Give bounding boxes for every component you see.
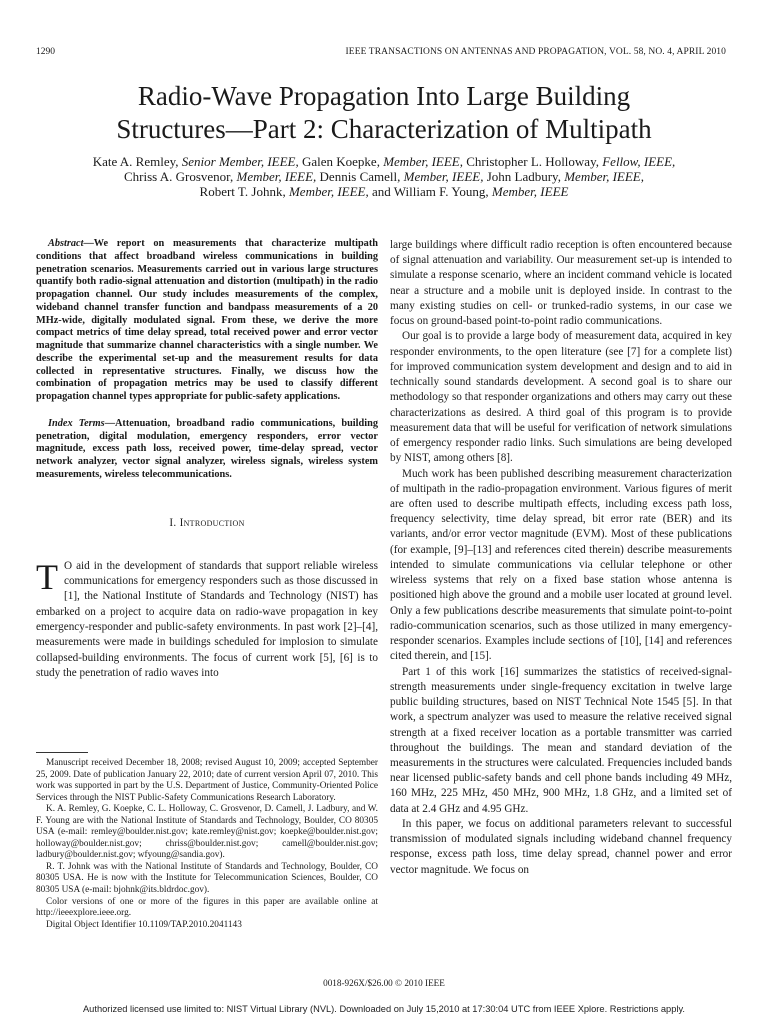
footnote-manuscript: Manuscript received December 18, 2008; revised August 10, 2009; accepted September 25, 2009. Date of publication January 22, 2010; date of current version April 07, 2010. This work was supported in part by the U.S. Department of Justice, Community-Oriented Police Services through the NIST Public-Safety Communications Research Laboratory. xyxy=(36,758,378,803)
author-name: Galen Koepke, xyxy=(301,154,380,169)
author-role: Member, IEEE xyxy=(491,183,569,199)
section-number: I. xyxy=(169,516,177,529)
author-name: Christopher L. Holloway, xyxy=(466,154,599,169)
author-role: Fellow, IEEE, xyxy=(602,154,676,169)
author-name: Robert T. Johnk, xyxy=(199,183,286,199)
body-paragraph: Much work has been published describing measurement characterization of multipath in the radio-propagation environment. Various figures of merit are often used to describe multipath effects, including excess path loss, frequency selectivity, time delay spread, bit error rate (BER) and its variants, and/or error vector magnitude (EVM). Most of these publications (for example, [9]–[13] and references cited therein) describe measurements intended to simulate communications via cellular telephone or other wireless systems that rely on a fixed base station whose antenna is positioned high above the ground and a mobile user located at ground level. Only a few publications describe measurements that simulate point-to-point radio-communication scenarios, such as those utilized in many emergency-responder scenarios. Examples include sections of [10], [14] and references cited therein, and [15]. xyxy=(390,467,732,663)
author-name: and William F. Young, xyxy=(372,183,489,199)
author-role: Member, IEEE, xyxy=(236,168,317,184)
author-role: Member, IEEE, xyxy=(288,183,369,199)
intro-paragraph xyxy=(36,556,378,681)
left-column xyxy=(36,238,378,681)
drop-cap: T xyxy=(36,556,58,597)
author-role: Member, IEEE, xyxy=(403,168,484,184)
footnote-doi: Digital Object Identifier 10.1109/TAP.2010.2041143 xyxy=(46,919,242,930)
footnote-color: Color versions of one or more of the figures in this paper are available online at http://ieeexplore.ieee.org. xyxy=(36,896,378,919)
author-role: Senior Member, IEEE, xyxy=(181,154,299,169)
author-name: Dennis Camell, xyxy=(319,168,401,184)
body-paragraph: large buildings where difficult radio reception is often encountered because of signal attenuation and variability. Our measurement set-up is intended to simulate a response scenario, where an incident command vehicle is located near a structure and a mobile unit is deployed inside. In contrast to the many existing studies on cell- or trunked-radio systems, in our case we focus on ground-based point-to-point radio communications. xyxy=(390,239,732,328)
author-role: Member, IEEE, xyxy=(383,154,463,169)
body-paragraph: Our goal is to provide a large body of measurement data, acquired in key responder environments, to the open literature (see [7] for a complete list) for improved communication system development and design and to aid in technically sound standards development. A second goal is to share our methodology so that responder organizations and others may carry out these characterizations as desired. A third goal of this program is to provide measurement data that will be useful for verification of network simulations of emergency responder radio links. Such simulations are being developed by NIST, among others [8]. xyxy=(390,330,732,465)
body-paragraph: In this paper, we focus on additional parameters relevant to successful transmission of modulated signals including wideband channel frequency response, excess path loss, time delay spread, channel power and error vector magnitude. We focus on xyxy=(390,817,732,876)
index-terms xyxy=(36,418,378,482)
footnote-johnk: R. T. Johnk was with the National Institute of Standards and Technology, Boulder, CO 80305 USA. He is now with the Institute for Telecommunication Sciences, Boulder, CO 80305 USA (e-mail: bjohnk@its.bldrdoc.gov). xyxy=(36,861,378,896)
footnote-affiliations: K. A. Remley, G. Koepke, C. L. Holloway, C. Grosvenor, D. Camell, J. Ladbury, and W. F. Young are with the National Institute of Standards and Technology, Boulder, CO 80305 USA (e-mail: remley@boulder.nist.gov; kate.remley@nist.gov; koepke@boulder.nist.gov; holloway@boulder.nist.gov; chriss@boulder.nist.gov; camell@boulder.nist.gov; ladbury@boulder.nist.gov; wfyoung@sandia.gov). xyxy=(36,804,378,861)
copyright-line: 0018-926X/$26.00 © 2010 IEEE xyxy=(323,978,445,988)
page-number: 1290 xyxy=(36,47,55,57)
section-heading xyxy=(36,516,378,531)
abstract-lead: Abstract xyxy=(48,238,84,249)
author-list xyxy=(30,155,738,199)
journal-header: IEEE TRANSACTIONS ON ANTENNAS AND PROPAGATION, VOL. 58, NO. 4, APRIL 2010 xyxy=(345,47,726,57)
authorization-notice: Authorized licensed use limited to: NIST Virtual Library (NVL). Downloaded on July 15,2010 at 17:30:04 UTC from IEEE Xplore. Restrictions apply. xyxy=(82,1004,685,1014)
author-name: Kate A. Remley, xyxy=(92,154,179,169)
footnotes xyxy=(36,752,378,931)
index-terms-text: —Attenuation, broadband radio communications, building penetration, digital modulation, emergency responders, error vector magnitude, excess path loss, received power, time-delay spread, vector network analyzer, vector signal analyzer, wireless signals, wireless system measurements, wireless telecommunications. xyxy=(36,417,378,480)
title-line-2: Structures—Part 2: Characterization of Multipath xyxy=(116,114,652,144)
title-line-1: Radio-Wave Propagation Into Large Building xyxy=(137,81,631,111)
paper-title xyxy=(20,80,748,146)
right-column xyxy=(390,238,732,878)
index-terms-lead: Index Terms xyxy=(48,417,105,429)
author-name: John Ladbury, xyxy=(486,168,561,184)
body-paragraph: Part 1 of this work [16] summarizes the statistics of received-signal-strength measurements under single-frequency excitation in twelve large public building structures, based on NIST Technical Note 1545 [5]. In that work, a spectrum analyzer was used to measure the relative received signal strength at a fixed receiver location as a portable transmitter was carried throughout the buildings. The mean and standard deviation of the measurements in the structures were calculated. Frequencies included bands near licensed public-safety bands and cell phone bands including 49 MHz, 160 MHz, 225 MHz, 450 MHz, 900 MHz, 1.8 GHz, and a limited set of data at 2.4 GHz and 4.95 GHz. xyxy=(390,665,732,815)
author-name: Chriss A. Grosvenor, xyxy=(123,168,234,184)
intro-text: O aid in the development of standards that support reliable wireless communications for emergency responders such as those discussed in [1], the National Institute of Standards and Technology (NIST) has embarked on a project to acquire data on radio-wave propagation in key emergency-responder and public-safety environments. In past work [2]–[4], measurements were made in buildings scheduled for implosion to simulate collapsed-building environments. The focus of current work [5], [6] is to study the penetration of radio waves into xyxy=(36,559,378,679)
abstract-text: —We report on measurements that characterize multipath conditions that affect broadband wireless communications in building penetration scenarios. Measurements carried out in various large structures quantify both radio-signal attenuation and distortion (multipath) in the radio propagation channel. Our study includes measurements of the complex, wideband channel transfer function and bandpass measurements of a 20 MHz-wide, digitally modulated signal. From these, we derive the more compact metrics of time delay spread, total received power and error vector magnitude that summarize channel characteristics with a single number. We describe the experimental set-up and the measurement results for data collected in representative structures. Finally, we discuss how the combination of propagation metrics may be used to classify different propagation channel types appropriate for public-safety applications. xyxy=(36,238,378,402)
section-title: Introduction xyxy=(179,516,245,529)
author-role: Member, IEEE, xyxy=(564,168,644,184)
abstract xyxy=(36,238,378,404)
footnote-rule xyxy=(36,752,88,753)
